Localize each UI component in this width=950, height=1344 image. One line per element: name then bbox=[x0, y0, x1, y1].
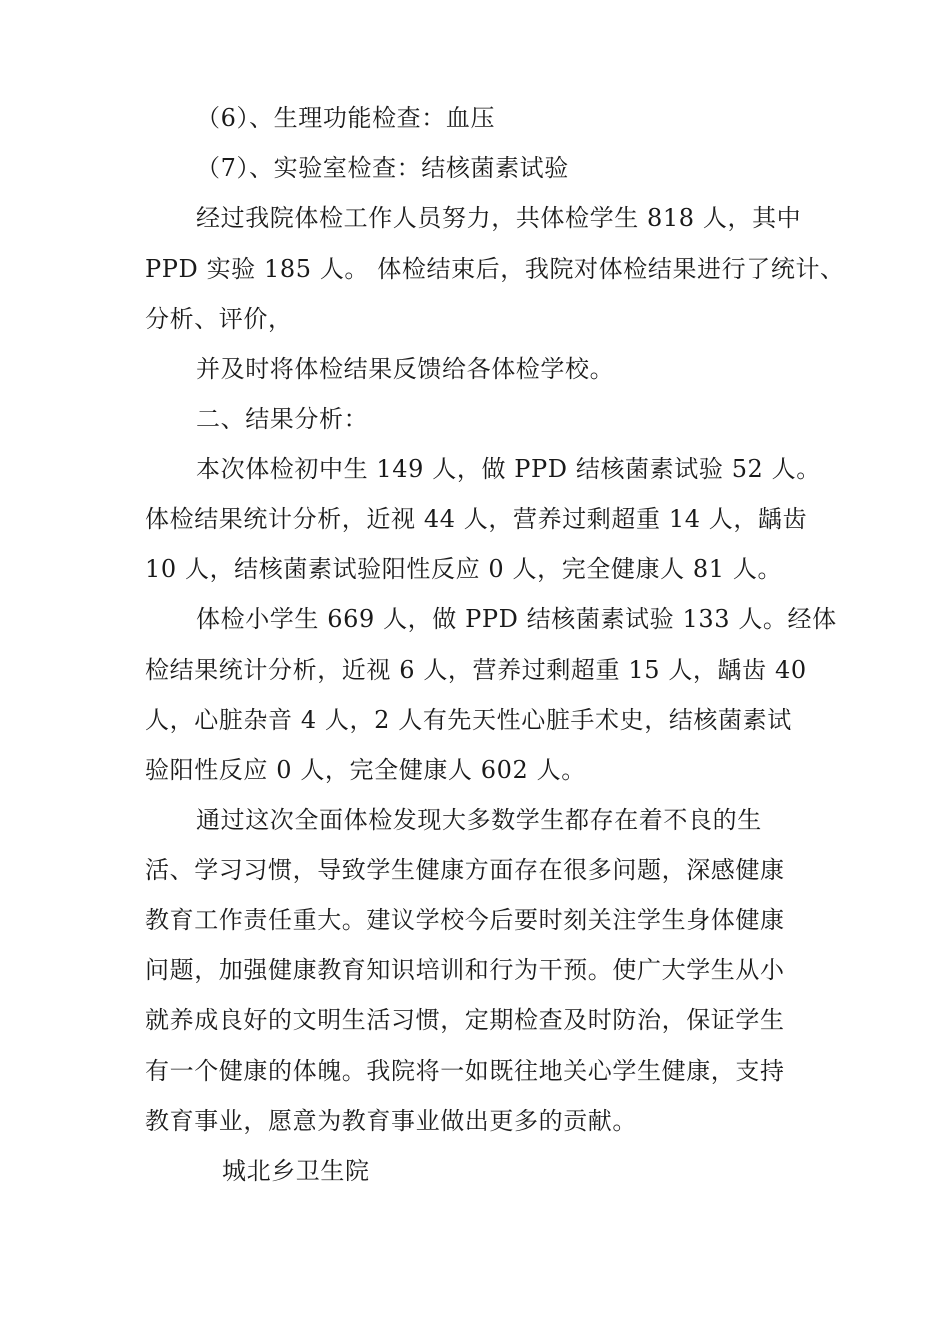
paragraph-line: 经过我院体检工作人员努力，共体检学生 818 人，其中 bbox=[196, 204, 802, 232]
paragraph-line: 并及时将体检结果反馈给各体检学校。 bbox=[196, 355, 615, 383]
paragraph-line: 检结果统计分析，近视 6 人，营养过剩超重 15 人，龋齿 40 bbox=[145, 656, 807, 684]
paragraph-line: 通过这次全面体检发现大多数学生都存在着不良的生 bbox=[196, 806, 762, 834]
paragraph-line: 教育工作责任重大。建议学校今后要时刻关注学生身体健康 bbox=[145, 906, 785, 934]
paragraph-line: PPD 实验 185 人。 体检结束后，我院对体检结果进行了统计、 bbox=[145, 255, 845, 283]
paragraph-line: 分析、评价， bbox=[145, 305, 293, 333]
list-item-physiology: （6）、生理功能检查：血压 bbox=[196, 104, 496, 132]
signature-organization: 城北乡卫生院 bbox=[222, 1157, 370, 1185]
paragraph-line: 体检结果统计分析，近视 44 人，营养过剩超重 14 人，龋齿 bbox=[145, 505, 808, 533]
paragraph-line: 问题，加强健康教育知识培训和行为干预。使广大学生从小 bbox=[145, 956, 785, 984]
paragraph-line: 10 人，结核菌素试验阳性反应 0 人，完全健康人 81 人。 bbox=[145, 555, 783, 583]
paragraph-line: 教育事业，愿意为教育事业做出更多的贡献。 bbox=[145, 1107, 637, 1135]
paragraph-line: 体检小学生 669 人，做 PPD 结核菌素试验 133 人。经体 bbox=[196, 605, 837, 633]
paragraph-line: 有一个健康的体魄。我院将一如既往地关心学生健康，支持 bbox=[145, 1057, 785, 1085]
paragraph-line: 人，心脏杂音 4 人，2 人有先天性心脏手术史，结核菌素试 bbox=[145, 706, 792, 734]
paragraph-line: 本次体检初中生 149 人，做 PPD 结核菌素试验 52 人。 bbox=[196, 455, 821, 483]
paragraph-line: 活、学习习惯，导致学生健康方面存在很多问题，深感健康 bbox=[145, 856, 785, 884]
section-heading: 二、结果分析： bbox=[196, 405, 369, 433]
list-item-lab: （7）、实验室检查：结核菌素试验 bbox=[196, 154, 569, 182]
paragraph-line: 就养成良好的文明生活习惯，定期检查及时防治，保证学生 bbox=[145, 1006, 785, 1034]
paragraph-line: 验阳性反应 0 人，完全健康人 602 人。 bbox=[145, 756, 586, 784]
